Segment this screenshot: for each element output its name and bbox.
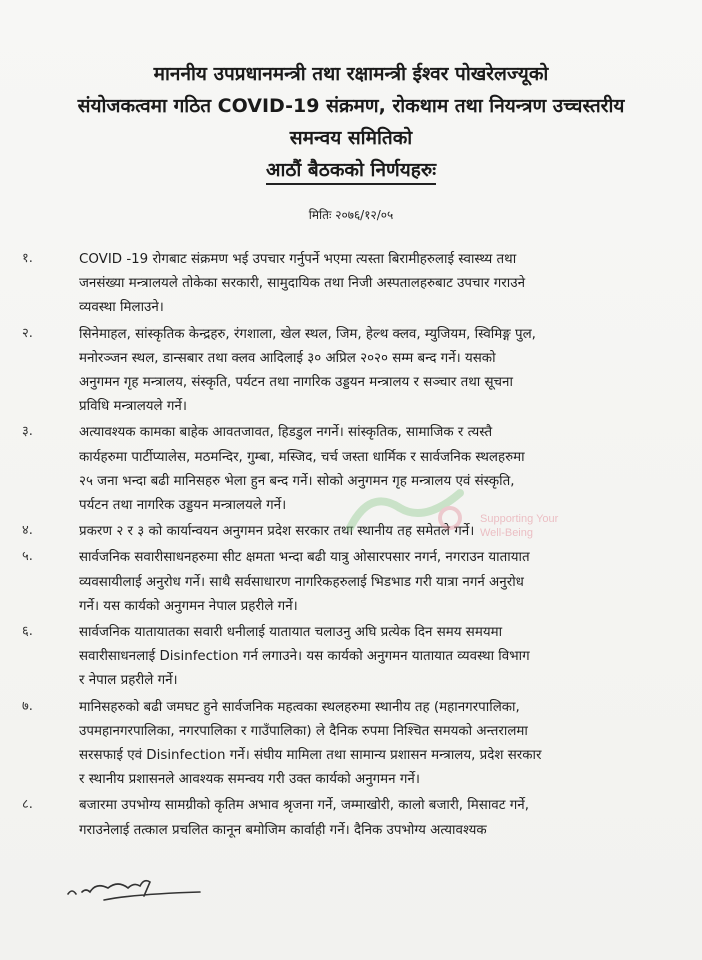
title-line-2: संयोजकत्वमा गठित COVID-19 संक्रमण, रोकथाम तथा नियन्त्रण उच्चस्तरीय	[77, 95, 625, 117]
decision-text-line: प्रविधि मन्त्रालयले गर्ने।	[79, 399, 187, 415]
title-line-3: समन्वय समितिको	[289, 127, 413, 149]
decision-number: ६.	[22, 624, 33, 640]
decision-text	[79, 696, 682, 793]
document-title	[40, 58, 662, 186]
decision-text-line: व्यवसायीलाई अनुरोध गर्ने। साथै सर्वसाधारण नागरिकहरुलाई भिडभाड गरी यात्रा नगर्न अनुरोध	[79, 574, 524, 590]
watermark-logo-icon	[340, 478, 470, 548]
decision-item	[22, 696, 682, 793]
decision-text-line: र स्थानीय प्रशासनले आवश्यक समन्वय गरी उक्त कार्यको अनुगमन गर्ने।	[79, 772, 420, 788]
watermark-line-1: Supporting Your	[480, 513, 559, 525]
decision-text-line: गराउनेलाई तत्काल प्रचलित कानून बमोजिम कार्वाही गर्ने। दैनिक उपभोग्य अत्यावश्यक	[79, 822, 487, 838]
decision-text-line: सवारीसाधनलाई Disinfection गर्न लगाउने। यस कार्यको अनुगमन यातायात व्यवस्था विभाग	[79, 649, 530, 665]
decision-text-line: सरसफाई एवं Disinfection गर्ने। संघीय मामिला तथा सामान्य प्रशासन मन्त्रालय, प्रदेश सरकार	[79, 748, 542, 764]
decision-text-line: प्रकरण २ र ३ को कार्यान्वयन अनुगमन प्रदेश सरकार तथा स्थानीय तह समेतले गर्ने।	[79, 524, 475, 540]
watermark-line-2: Well-Being	[480, 527, 533, 539]
decision-text-line: COVID -19 रोगबाट संक्रमण भई उपचार गर्नुपर्ने भएमा त्यस्ता बिरामीहरुलाई स्वास्थ्य तथा	[79, 252, 517, 267]
decision-text-line: बजारमा उपभोग्य सामग्रीको कृतिम अभाव श्रृजना गर्ने, जम्माखोरी, कालो बजारी, मिसावट गर्ने,	[79, 798, 529, 814]
decision-number: ३.	[22, 424, 33, 440]
decision-number: ८.	[22, 797, 33, 813]
decision-number: ५.	[22, 549, 33, 565]
decision-number: ४.	[22, 523, 33, 539]
decision-text-line: अत्यावश्यक कामका बाहेक आवतजावत, हिडडुल नगर्ने। सांस्कृतिक, सामाजिक र त्यस्तै	[79, 425, 493, 441]
decision-text-line: मनोरञ्जन स्थल, डान्सबार तथा क्लव आदिलाई ३० अप्रिल २०२० सम्म बन्द गर्ने। यसको	[79, 350, 496, 366]
decision-number: ७.	[22, 698, 33, 714]
decision-text-line: कार्यहरुमा पार्टीप्यालेस, मठमन्दिर, गुम्बा, मस्जिद, चर्च जस्ता धार्मिक र सार्वजनिक स्थलहरुमा	[79, 449, 525, 465]
decision-text	[79, 248, 682, 321]
decision-text-line: सार्वजनिक सवारीसाधनहरुमा सीट क्षमता भन्दा बढी यात्रु ओसारपसार नगर्न, नगराउन यातायात	[79, 550, 530, 566]
decision-text-line: २५ जना भन्दा बढी मानिसहरु भेला हुन बन्द गर्ने। सोको अनुगमन गृह मन्त्रालय एवं संस्कृति,	[79, 473, 515, 489]
decision-text	[79, 323, 682, 420]
decision-text	[79, 794, 682, 842]
decision-item	[22, 546, 682, 619]
decision-text	[79, 621, 682, 694]
title-line-4: आठौं बैठकको निर्णयहरुः	[266, 157, 436, 185]
decision-text-line: र नेपाल प्रहरीले गर्ने।	[79, 673, 178, 689]
decision-item	[22, 323, 682, 420]
decision-text-line: गर्ने। यस कार्यको अनुगमन नेपाल प्रहरीले गर्ने।	[79, 598, 298, 614]
decision-text-line: पर्यटन तथा नागरिक उड्डयन मन्त्रालयले गर्ने।	[79, 498, 287, 514]
decision-number: १.	[22, 251, 33, 266]
decision-text-line: मानिसहरुको बढी जमघट हुने सार्वजनिक महत्वका स्थलहरुमा स्थानीय तह (महानगरपालिका,	[79, 699, 520, 715]
decision-text-line: अनुगमन गृह मन्त्रालय, संस्कृति, पर्यटन तथा नागरिक उड्डयन मन्त्रालय र सञ्चार तथा सूचना	[79, 375, 513, 391]
decision-text-line: जनसंख्या मन्त्रालयले तोकेका सरकारी, सामुदायिक तथा निजी अस्पतालहरुबाट उपचार गराउने	[79, 276, 525, 292]
watermark-text	[480, 512, 558, 540]
document-date: मितिः २०७६/१२/०५	[308, 208, 394, 222]
decision-number: २.	[22, 325, 33, 341]
title-line-1: माननीय उपप्रधानमन्त्री तथा रक्षामन्त्री ईश्वर पोखरेलज्यूको	[153, 63, 549, 85]
decision-item	[22, 621, 682, 694]
decision-text-line: उपमहानगरपालिका, नगरपालिका र गाउँपालिका) ले दैनिक रुपमा निश्चित समयको अन्तरालमा	[79, 723, 528, 739]
decision-text-line: सार्वजनिक यातायातका सवारी धनीलाई यातायात चलाउनु अघि प्रत्येक दिन समय समयमा	[79, 625, 503, 641]
decision-text-line: सिनेमाहल, सांस्कृतिक केन्द्रहरु, रंगशाला, खेल स्थल, जिम, हेल्थ क्लव, म्युजियम, स्विमिङ्ग पुल,	[79, 326, 536, 342]
signature-icon	[64, 870, 204, 910]
decision-text	[79, 546, 682, 619]
decision-item	[22, 248, 682, 321]
decision-item	[22, 794, 682, 842]
decision-text-line: व्यवस्था मिलाउने।	[79, 300, 164, 316]
